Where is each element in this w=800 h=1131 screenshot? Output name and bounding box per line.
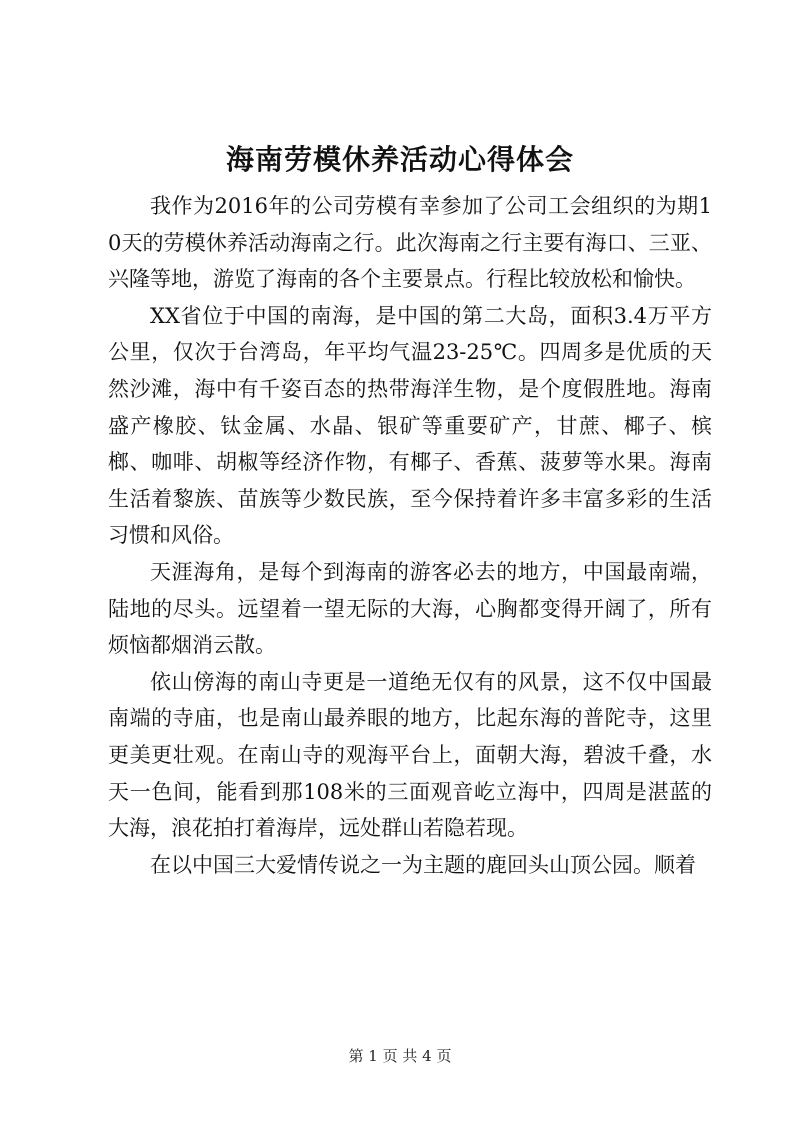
paragraph-4: 依山傍海的南山寺更是一道绝无仅有的风景，这不仅中国最南端的寺庙，也是南山最养眼的地方，比起东海的普陀寺，这里更美更壮观。在南山寺的观海平台上，面朝大海，碧波千叠，水天一色间，能看到那108米的三面观音屹立海中，四周是湛蓝的大海，浪花拍打着海岸，远处群山若隐若现。 — [108, 669, 712, 841]
paragraph-1: 我作为2016年的公司劳模有幸参加了公司工会组织的为期10天的劳模休养活动海南之行。此次海南之行主要有海口、三亚、兴隆等地，游览了海南的各个主要景点。行程比较放松和愉快。 — [108, 194, 712, 292]
paragraph-5: 在以中国三大爱情传说之一为主题的鹿回头山顶公园。顺着 — [150, 852, 696, 877]
document-body — [108, 188, 712, 883]
paragraph-2: XX省位于中国的南海，是中国的第二大岛，面积3.4万平方公里，仅次于台湾岛，年平均气温23-25℃。四周多是优质的天然沙滩，海中有千姿百态的热带海洋生物，是个度假胜地。海南盛产橡胶、钛金属、水晶、银矿等重要矿产，甘蔗、椰子、槟榔、咖啡、胡椒等经济作物，有椰子、香蕉、菠萝等水果。海南生活着黎族、苗族等少数民族，至今保持着许多丰富多彩的生活习惯和风俗。 — [108, 303, 712, 548]
page-number-footer: 第 1 页 共 4 页 — [348, 1047, 452, 1065]
document-title: 海南劳模休养活动心得体会 — [225, 143, 574, 176]
paragraph-3: 天涯海角，是每个到海南的游客必去的地方，中国最南端，陆地的尽头。远望着一望无际的大海，心胸都变得开阔了，所有烦恼都烟消云散。 — [108, 559, 712, 658]
